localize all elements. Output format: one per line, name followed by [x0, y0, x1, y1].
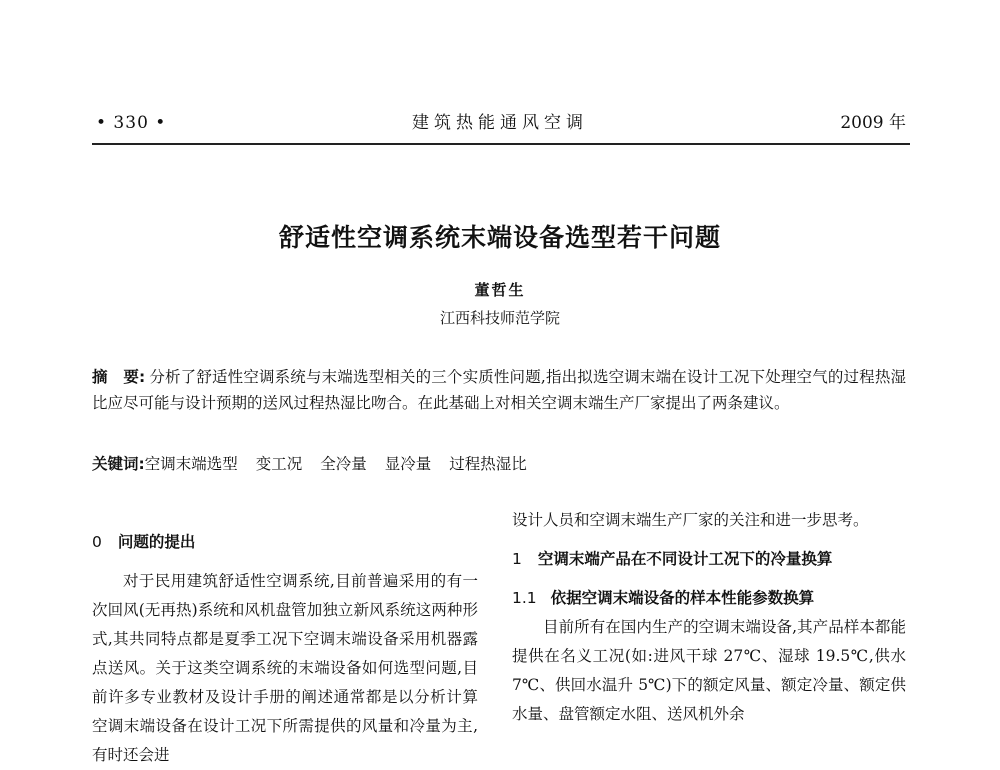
body-paragraph: 对于民用建筑舒适性空调系统,目前普遍采用的有一次回风(无再热)系统和风机盘管加独立新风系统这两种形式,其共同特点都是夏季工况下空调末端设备采用机器露点送风。关于这类空调系统的末端设备如何选型问题,目前许多专业教材及设计手册的阐述通常都是以分析计算空调末端设备在设计工况下所需提供的风量和冷量为主,有时还会进 — [92, 572, 478, 764]
keyword-item: 变工况 — [255, 455, 303, 473]
right-column — [512, 506, 906, 729]
keywords-label: 关键词: — [92, 455, 145, 473]
section-number: 1 — [512, 550, 522, 568]
article-title: 舒适性空调系统末端设备选型若干问题 — [278, 223, 721, 252]
article-affiliation: 江西科技师范学院 — [439, 309, 560, 327]
subsection-heading-1-1 — [512, 584, 906, 613]
abstract-block — [92, 364, 906, 416]
subsection-title: 依据空调末端设备的样本性能参数换算 — [550, 589, 815, 607]
keyword-item: 显冷量 — [384, 455, 432, 473]
section-title: 空调末端产品在不同设计工况下的冷量换算 — [537, 550, 833, 568]
abstract-label: 摘 要: — [92, 368, 146, 386]
header-year: 2009 年 — [840, 113, 906, 133]
header-page-number: • 330 • — [96, 113, 167, 133]
section-heading-1 — [512, 545, 906, 574]
header-rule — [92, 143, 910, 145]
section-heading-0 — [92, 528, 478, 557]
keyword-item: 全冷量 — [320, 455, 367, 473]
article-author: 董哲生 — [474, 281, 526, 299]
abstract-text: 分析了舒适性空调系统与末端选型相关的三个实质性问题,指出拟选空调末端在设计工况下处理空气的过程热湿比应尽可能与设计预期的送风过程热湿比吻合。在此基础上对相关空调末端生产厂家提出了两条建议。 — [92, 368, 906, 412]
keywords-block — [92, 452, 906, 476]
body-paragraph: 目前所有在国内生产的空调末端设备,其产品样本都能提供在名义工况(如:进风干球 27℃、湿球 19.5℃,供水 7℃、供回水温升 5℃)下的额定风量、额定冷量、额定供水量、盘管额定水阻、送风机外余 — [512, 618, 906, 723]
left-column — [92, 518, 478, 770]
keyword-item: 空调末端选型 — [144, 455, 238, 473]
continued-paragraph: 设计人员和空调末端生产厂家的关注和进一步思考。 — [512, 511, 869, 529]
header-journal-name: 建筑热能通风空调 — [412, 113, 588, 133]
keyword-item: 过程热湿比 — [449, 455, 527, 473]
subsection-number: 1.1 — [512, 589, 537, 607]
section-title: 问题的提出 — [117, 533, 196, 551]
section-number: 0 — [92, 533, 102, 551]
